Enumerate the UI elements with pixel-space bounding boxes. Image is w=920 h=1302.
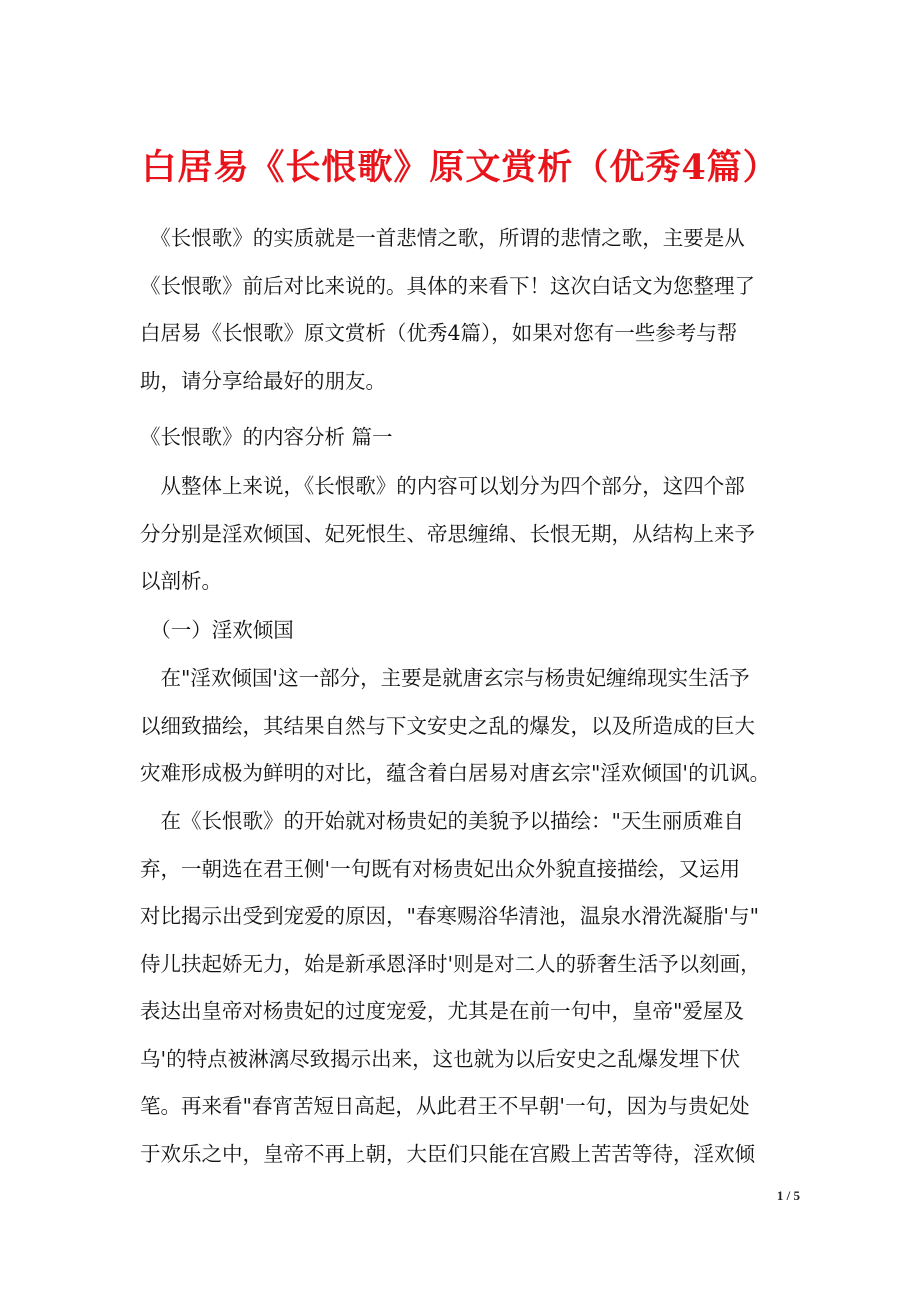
- text-line: 助，请分享给最好的朋友。: [140, 368, 386, 393]
- text-line: 《长恨歌》的内容分析 篇一: [140, 425, 393, 449]
- text-line: 侍儿扶起娇无力，始是新承恩泽时'则是对二人的骄奢生活予以刻画，: [140, 951, 761, 976]
- text-line: 弃，一朝选在君王侧'一句既有对杨贵妃出众外貌直接描绘，又运用: [140, 856, 741, 881]
- text-line: 表达出皇帝对杨贵妃的过度宠爱，尤其是在前一句中，皇帝"爱屋及: [140, 999, 744, 1023]
- text-line: 白居易《长恨歌》原文赏析（优秀4篇），如果对您有一些参考与帮: [140, 321, 738, 345]
- text-line: 于欢乐之中，皇帝不再上朝，大臣们只能在宫殿上苦苦等待，淫欢倾: [140, 1141, 755, 1166]
- text-line: 乌'的特点被淋漓尽致揭示出来，这也就为以后安史之乱爆发埋下伏: [140, 1046, 741, 1071]
- text-line: 在《长恨歌》的开始就对杨贵妃的美貌予以描绘："天生丽质难自: [140, 809, 744, 833]
- text-line: 以细致描绘，其结果自然与下文安史之乱的爆发，以及所造成的巨大: [140, 713, 755, 738]
- section-heading: [140, 414, 800, 462]
- text-line: 灾难形成极为鲜明的对比，蕴含着白居易对唐玄宗"淫欢倾国'的讥讽。: [140, 761, 771, 785]
- analysis-paragraph-1: [140, 655, 800, 798]
- text-line: （一）淫欢倾国: [140, 618, 294, 642]
- text-line: 《长恨歌》的实质就是一首悲情之歌，所谓的悲情之歌，主要是从: [140, 226, 745, 250]
- text-line: 对比揭示出受到宠爱的原因，"春寒赐浴华清池，温泉水滑洗凝脂'与": [140, 904, 759, 928]
- text-line: 笔。再来看"春宵苦短日高起，从此君王不早朝'一句，因为与贵妃处: [140, 1094, 750, 1118]
- subsection-heading: [140, 607, 800, 655]
- text-line: 在"淫欢倾国'这一部分，主要是就唐玄宗与杨贵妃缠绵现实生活予: [140, 666, 750, 690]
- intro-paragraph: [140, 215, 800, 405]
- document-title: 白居易《长恨歌》原文赏析（优秀4篇）: [141, 147, 779, 188]
- page-number: 1 / 5: [776, 1188, 800, 1203]
- text-line: 分分别是淫欢倾国、妃死恨生、帝思缠绵、长恨无期，从结构上来予: [140, 521, 755, 546]
- analysis-paragraph-2: [140, 798, 800, 1178]
- overview-paragraph: [140, 463, 800, 606]
- text-line: 从整体上来说，《长恨歌》的内容可以划分为四个部分，这四个部: [140, 474, 745, 498]
- text-line: 《长恨歌》前后对比来说的。具体的来看下！这次白话文为您整理了: [140, 273, 755, 298]
- text-line: 以剖析。: [140, 569, 222, 593]
